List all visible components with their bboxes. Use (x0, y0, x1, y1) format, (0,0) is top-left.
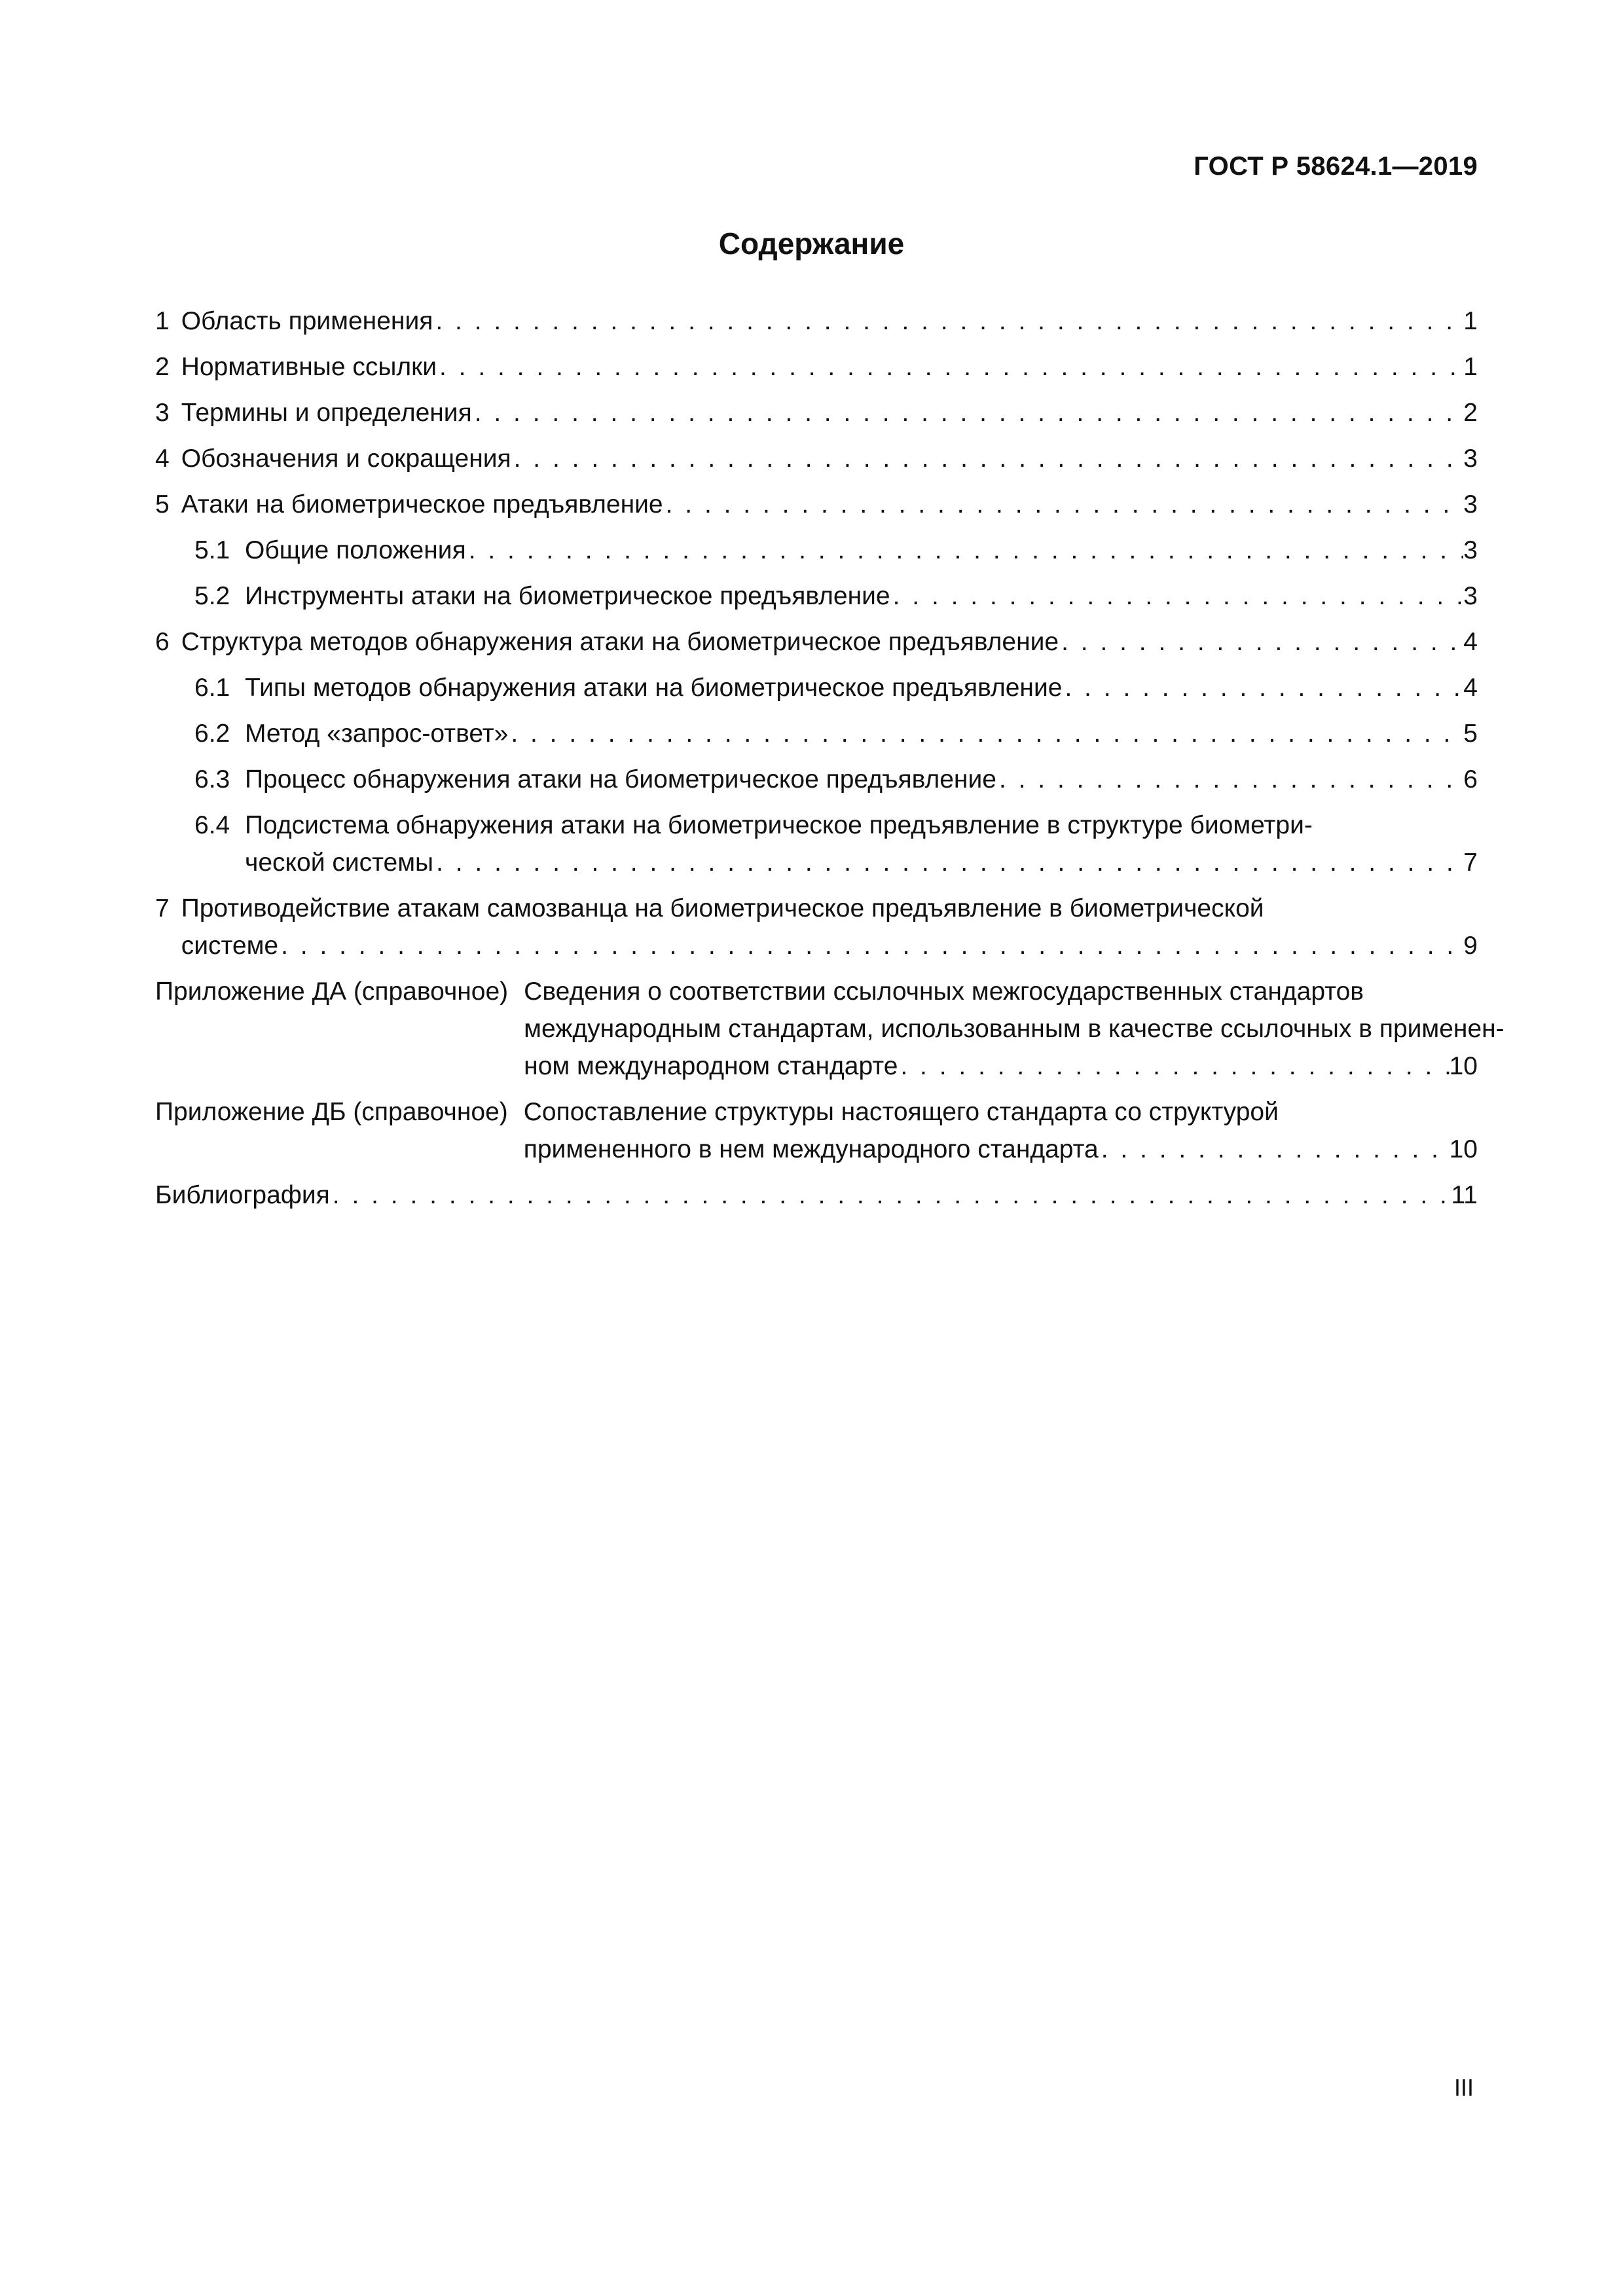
toc-entry-title: Процесс обнаружения атаки на биометрическое предъявление (245, 765, 996, 793)
toc-entry-title: Область применения (181, 307, 433, 335)
toc-entry-page: 2 (1463, 399, 1478, 427)
toc-entry-title: Обозначения и сокращения (181, 445, 511, 473)
toc-entry-title-line: Сведения о соответствии ссылочных межгосударственных стандартов (524, 977, 1364, 1006)
toc-entry-title: Библиография (155, 1181, 330, 1209)
toc-entry[interactable] (155, 532, 1478, 569)
toc-entry-title: ческой системы (245, 848, 434, 877)
toc-entry-page: 4 (1463, 674, 1478, 702)
toc-entry-page: 3 (1463, 536, 1478, 564)
toc-entry-title: Метод «запрос-ответ» (245, 720, 509, 748)
toc-dot-leader (278, 927, 1463, 964)
toc-dot-leader (663, 486, 1464, 523)
toc-dot-leader (433, 844, 1463, 881)
toc-dot-leader (996, 761, 1463, 798)
toc-dot-leader (1062, 669, 1463, 706)
toc-entry[interactable] (155, 440, 1478, 477)
toc-entry-page: 3 (1463, 445, 1478, 473)
toc-entry-page: 11 (1451, 1181, 1478, 1209)
toc-entry[interactable] (155, 669, 1478, 706)
toc-entry-title-line: Противодействие атакам самозванца на биометрическое предъявление в биометрической (181, 894, 1264, 922)
toc-entry-number: 5 (155, 490, 170, 519)
toc-entry-title: Структура методов обнаружения атаки на биометрическое предъявление (181, 628, 1059, 656)
toc-entry-title-line: международным стандартам, использованным в качестве ссылочных в применен- (524, 1015, 1504, 1043)
toc-entry-page: 1 (1463, 353, 1478, 381)
toc-dot-leader (472, 394, 1464, 431)
toc-entry[interactable] (155, 302, 1478, 340)
toc-entry-page: 3 (1463, 490, 1478, 519)
toc-dot-leader (330, 1176, 1451, 1214)
toc-entry-number: 2 (155, 353, 170, 381)
toc-entry[interactable] (155, 1176, 1478, 1214)
table-of-contents (155, 302, 1504, 1222)
toc-entry[interactable] (155, 807, 1478, 881)
toc-entry[interactable] (155, 623, 1478, 661)
toc-entry-number: 1 (155, 307, 170, 335)
toc-entry-number: 5.2 (194, 582, 230, 610)
toc-entry-appendix-label: Приложение ДА (справочное) (155, 977, 509, 1006)
toc-entry-number: 6 (155, 628, 170, 656)
toc-entry-title: Нормативные ссылки (181, 353, 437, 381)
toc-entry-page: 7 (1463, 848, 1478, 877)
toc-entry-title: Общие положения (245, 536, 466, 564)
toc-entry-title-line: Сопоставление структуры настоящего стандарта со структурой (523, 1098, 1279, 1126)
toc-entry-number: 5.1 (194, 536, 230, 564)
toc-entry-page: 5 (1463, 720, 1478, 748)
toc-dot-leader (1099, 1131, 1450, 1168)
toc-entry-number: 3 (155, 399, 170, 427)
toc-entry-page: 3 (1463, 582, 1478, 610)
toc-entry-appendix-label: Приложение ДБ (справочное) (155, 1098, 508, 1126)
toc-entry-number: 6.3 (194, 765, 230, 793)
toc-entry-title: Атаки на биометрическое предъявление (181, 490, 663, 519)
toc-entry[interactable] (155, 1093, 1478, 1168)
document-code: ГОСТ Р 58624.1—2019 (1194, 152, 1478, 181)
toc-entry[interactable] (155, 761, 1478, 798)
toc-entry-title: системе (181, 932, 279, 960)
toc-entry-title: Типы методов обнаружения атаки на биометрическое предъявление (245, 674, 1063, 702)
toc-entry[interactable] (155, 577, 1478, 615)
toc-dot-leader (1059, 623, 1463, 661)
toc-entry[interactable] (155, 715, 1478, 752)
toc-entry[interactable] (155, 890, 1478, 964)
toc-dot-leader (898, 1048, 1449, 1085)
toc-entry-title: Инструменты атаки на биометрическое предъявление (245, 582, 890, 610)
toc-entry-page: 1 (1463, 307, 1478, 335)
toc-entry-number: 6.1 (194, 674, 230, 702)
toc-dot-leader (511, 440, 1464, 477)
toc-entry-number: 7 (155, 894, 170, 922)
toc-dot-leader (890, 577, 1464, 615)
toc-entry[interactable] (155, 486, 1478, 523)
toc-entry-number: 4 (155, 445, 170, 473)
page-number: III (1453, 2074, 1474, 2101)
toc-dot-leader (508, 715, 1463, 752)
toc-title: Содержание (718, 227, 905, 261)
toc-entry-number: 6.2 (194, 720, 230, 748)
toc-dot-leader (466, 532, 1464, 569)
toc-dot-leader (437, 348, 1463, 386)
toc-entry-page: 9 (1463, 932, 1478, 960)
toc-entry-title: ном международном стандарте (524, 1052, 898, 1080)
toc-entry-page: 6 (1463, 765, 1478, 793)
toc-entry-title-line: Подсистема обнаружения атаки на биометрическое предъявление в структуре биометри- (245, 811, 1313, 839)
toc-entry[interactable] (155, 348, 1478, 386)
toc-entry-page: 10 (1449, 1135, 1478, 1163)
toc-entry-title: Термины и определения (181, 399, 472, 427)
toc-entry-title: примененного в нем международного стандарта (523, 1135, 1099, 1163)
toc-entry[interactable] (155, 394, 1478, 431)
toc-entry-number: 6.4 (194, 811, 230, 839)
toc-dot-leader (433, 302, 1463, 340)
toc-entry[interactable] (155, 973, 1504, 1085)
toc-entry-page: 10 (1449, 1052, 1478, 1080)
toc-entry-page: 4 (1463, 628, 1478, 656)
